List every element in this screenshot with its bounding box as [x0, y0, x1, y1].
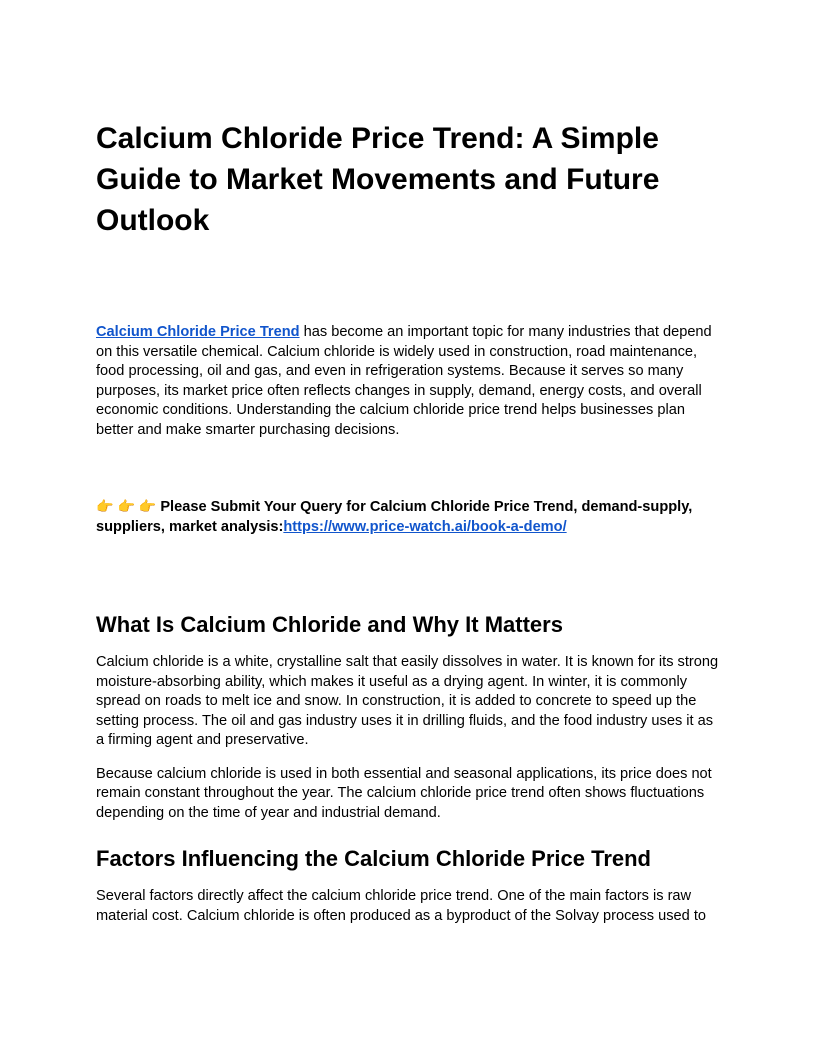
pointing-hand-icon: 👉	[138, 499, 157, 515]
intro-text: has become an important topic for many industries that depend on this versatile chemical. Calcium chloride is widely used in construction, road maintenance, food processing, oil and gas, and even in refrigeration systems. Because it serves so many purposes, its market price often reflects changes in supply, demand, energy costs, and overall economic conditions. Understanding the calcium chloride price trend helps businesses plan better and make smarter purchasing decisions.	[96, 324, 712, 438]
query-callout-text: Please Submit Your Query for Calcium Chloride Price Trend, demand-supply, suppliers, market analysis:	[96, 499, 693, 535]
section-paragraph: Calcium chloride is a white, crystalline salt that easily dissolves in water. It is known for its strong moisture-absorbing ability, which makes it useful as a drying agent. In winter, it is commonly spread on roads to melt ice and snow. In construction, it is added to concrete to speed up the setting process. The oil and gas industry uses it in drilling fluids, and the food industry uses it as a firming agent and preservative.	[96, 654, 719, 748]
section-paragraph: Because calcium chloride is used in both essential and seasonal applications, its price does not remain constant throughout the year. The calcium chloride price trend often shows fluctuations depending on the time of year and industrial demand.	[96, 765, 712, 821]
pointing-hand-icon: 👉	[117, 499, 135, 515]
section-heading-factors: Factors Influencing the Calcium Chloride Price Trend	[96, 846, 651, 871]
intro-paragraph	[96, 323, 720, 440]
document-title: Calcium Chloride Price Trend: A Simple Guide to Market Movements and Future Outlook	[96, 122, 660, 237]
document-page	[96, 118, 720, 926]
pointing-hand-icon: 👉	[96, 499, 114, 515]
section-heading-what-is: What Is Calcium Chloride and Why It Matters	[96, 612, 563, 637]
price-trend-link[interactable]: Calcium Chloride Price Trend	[96, 324, 300, 340]
query-callout	[96, 498, 720, 537]
section-paragraph: Several factors directly affect the calcium chloride price trend. One of the main factors is raw material cost. Calcium chloride is often produced as a byproduct of the Solvay process used to	[96, 888, 707, 924]
book-demo-link[interactable]: https://www.price-watch.ai/book-a-demo/	[283, 518, 567, 535]
